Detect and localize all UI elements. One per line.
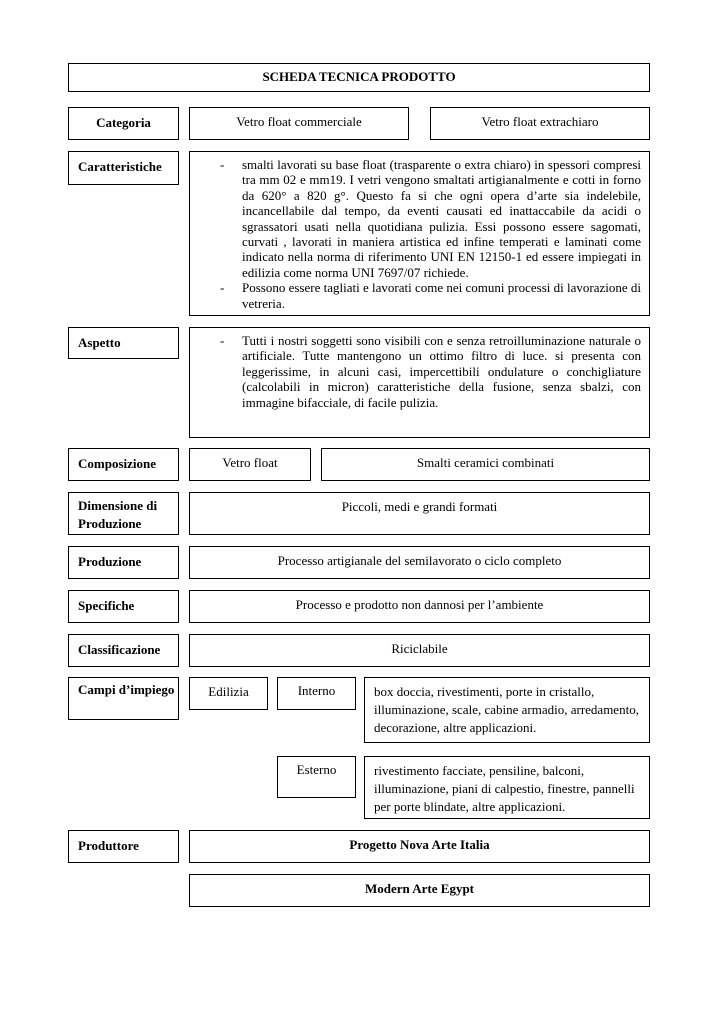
categoria-value-2: Vetro float extrachiaro — [430, 107, 650, 140]
campi-sector: Edilizia — [189, 677, 268, 710]
produzione-value: Processo artigianale del semilavorato o ciclo completo — [189, 546, 650, 579]
caratteristiche-content — [189, 151, 650, 316]
campi-label: Campi d’impiego — [68, 677, 179, 720]
aspetto-content — [189, 327, 650, 438]
classificazione-label: Classificazione — [68, 634, 179, 667]
produzione-label: Produzione — [68, 546, 179, 579]
caratteristiche-item: - smalti lavorati su base float (trasparente o extra chiaro) in spessori compresi tra mm 02 e mm19. I vetri vengono smaltati artigianalmente e cotti in forno da 620° a 820 g°. Questo fa si che ogni opera d’arte sia indelebile, incancellabile dal tempo, da eventi causati ed inattaccabile da acidi o sgrassatori usati nella quotidiana pulizia. Essi possono essere sagomati, curvati , lavorati in maniera artistica ed infine temperati e laminati come indicato nella norma di riferimento UNI EN 12150-1 ed essere impiegati in edilizia come norma UNI 7697/07 richiede. — [242, 157, 641, 280]
composizione-label: Composizione — [68, 448, 179, 481]
produttore-value-1: Progetto Nova Arte Italia — [189, 830, 650, 863]
composizione-value-2: Smalti ceramici combinati — [321, 448, 650, 481]
specifiche-value: Processo e prodotto non dannosi per l’ambiente — [189, 590, 650, 623]
campi-interno-text: box doccia, rivestimenti, porte in cristallo, illuminazione, scale, cabine armadio, arredamento, decorazione, altre applicazioni. — [364, 677, 650, 743]
categoria-value-1: Vetro float commerciale — [189, 107, 409, 140]
dimensione-value: Piccoli, medi e grandi formati — [189, 492, 650, 535]
dimensione-label: Dimensione di Produzione — [68, 492, 179, 535]
produttore-label: Produttore — [68, 830, 179, 863]
produttore-value-2: Modern Arte Egypt — [189, 874, 650, 907]
campi-esterno-label: Esterno — [277, 756, 356, 798]
classificazione-value: Riciclabile — [189, 634, 650, 667]
aspetto-label: Aspetto — [68, 327, 179, 359]
caratteristiche-item: - Possono essere tagliati e lavorati come nei comuni processi di lavorazione di vetreria. — [242, 280, 641, 311]
caratteristiche-label: Caratteristiche — [68, 151, 179, 185]
campi-esterno-text: rivestimento facciate, pensiline, balconi, illuminazione, piani di calpestio, finestre, pannelli per porte blindate, altre applicazioni. — [364, 756, 650, 819]
campi-interno-label: Interno — [277, 677, 356, 710]
composizione-value-1: Vetro float — [189, 448, 311, 481]
caratteristiche-list — [190, 152, 649, 311]
aspetto-item: - Tutti i nostri soggetti sono visibili con e senza retroilluminazione naturale o artificiale. Tutte mantengono un ottimo filtro di luce. si presenta con leggerissime, in alcuni casi, impercettibili ondulature o conchigliature (calcolabili in micron) caratteristiche della fusione, senza sbalzi, con immagine bifacciale, di facile pulizia. — [242, 333, 641, 410]
aspetto-list — [190, 328, 649, 410]
categoria-label: Categoria — [68, 107, 179, 140]
page-title: SCHEDA TECNICA PRODOTTO — [68, 63, 650, 92]
specifiche-label: Specifiche — [68, 590, 179, 623]
